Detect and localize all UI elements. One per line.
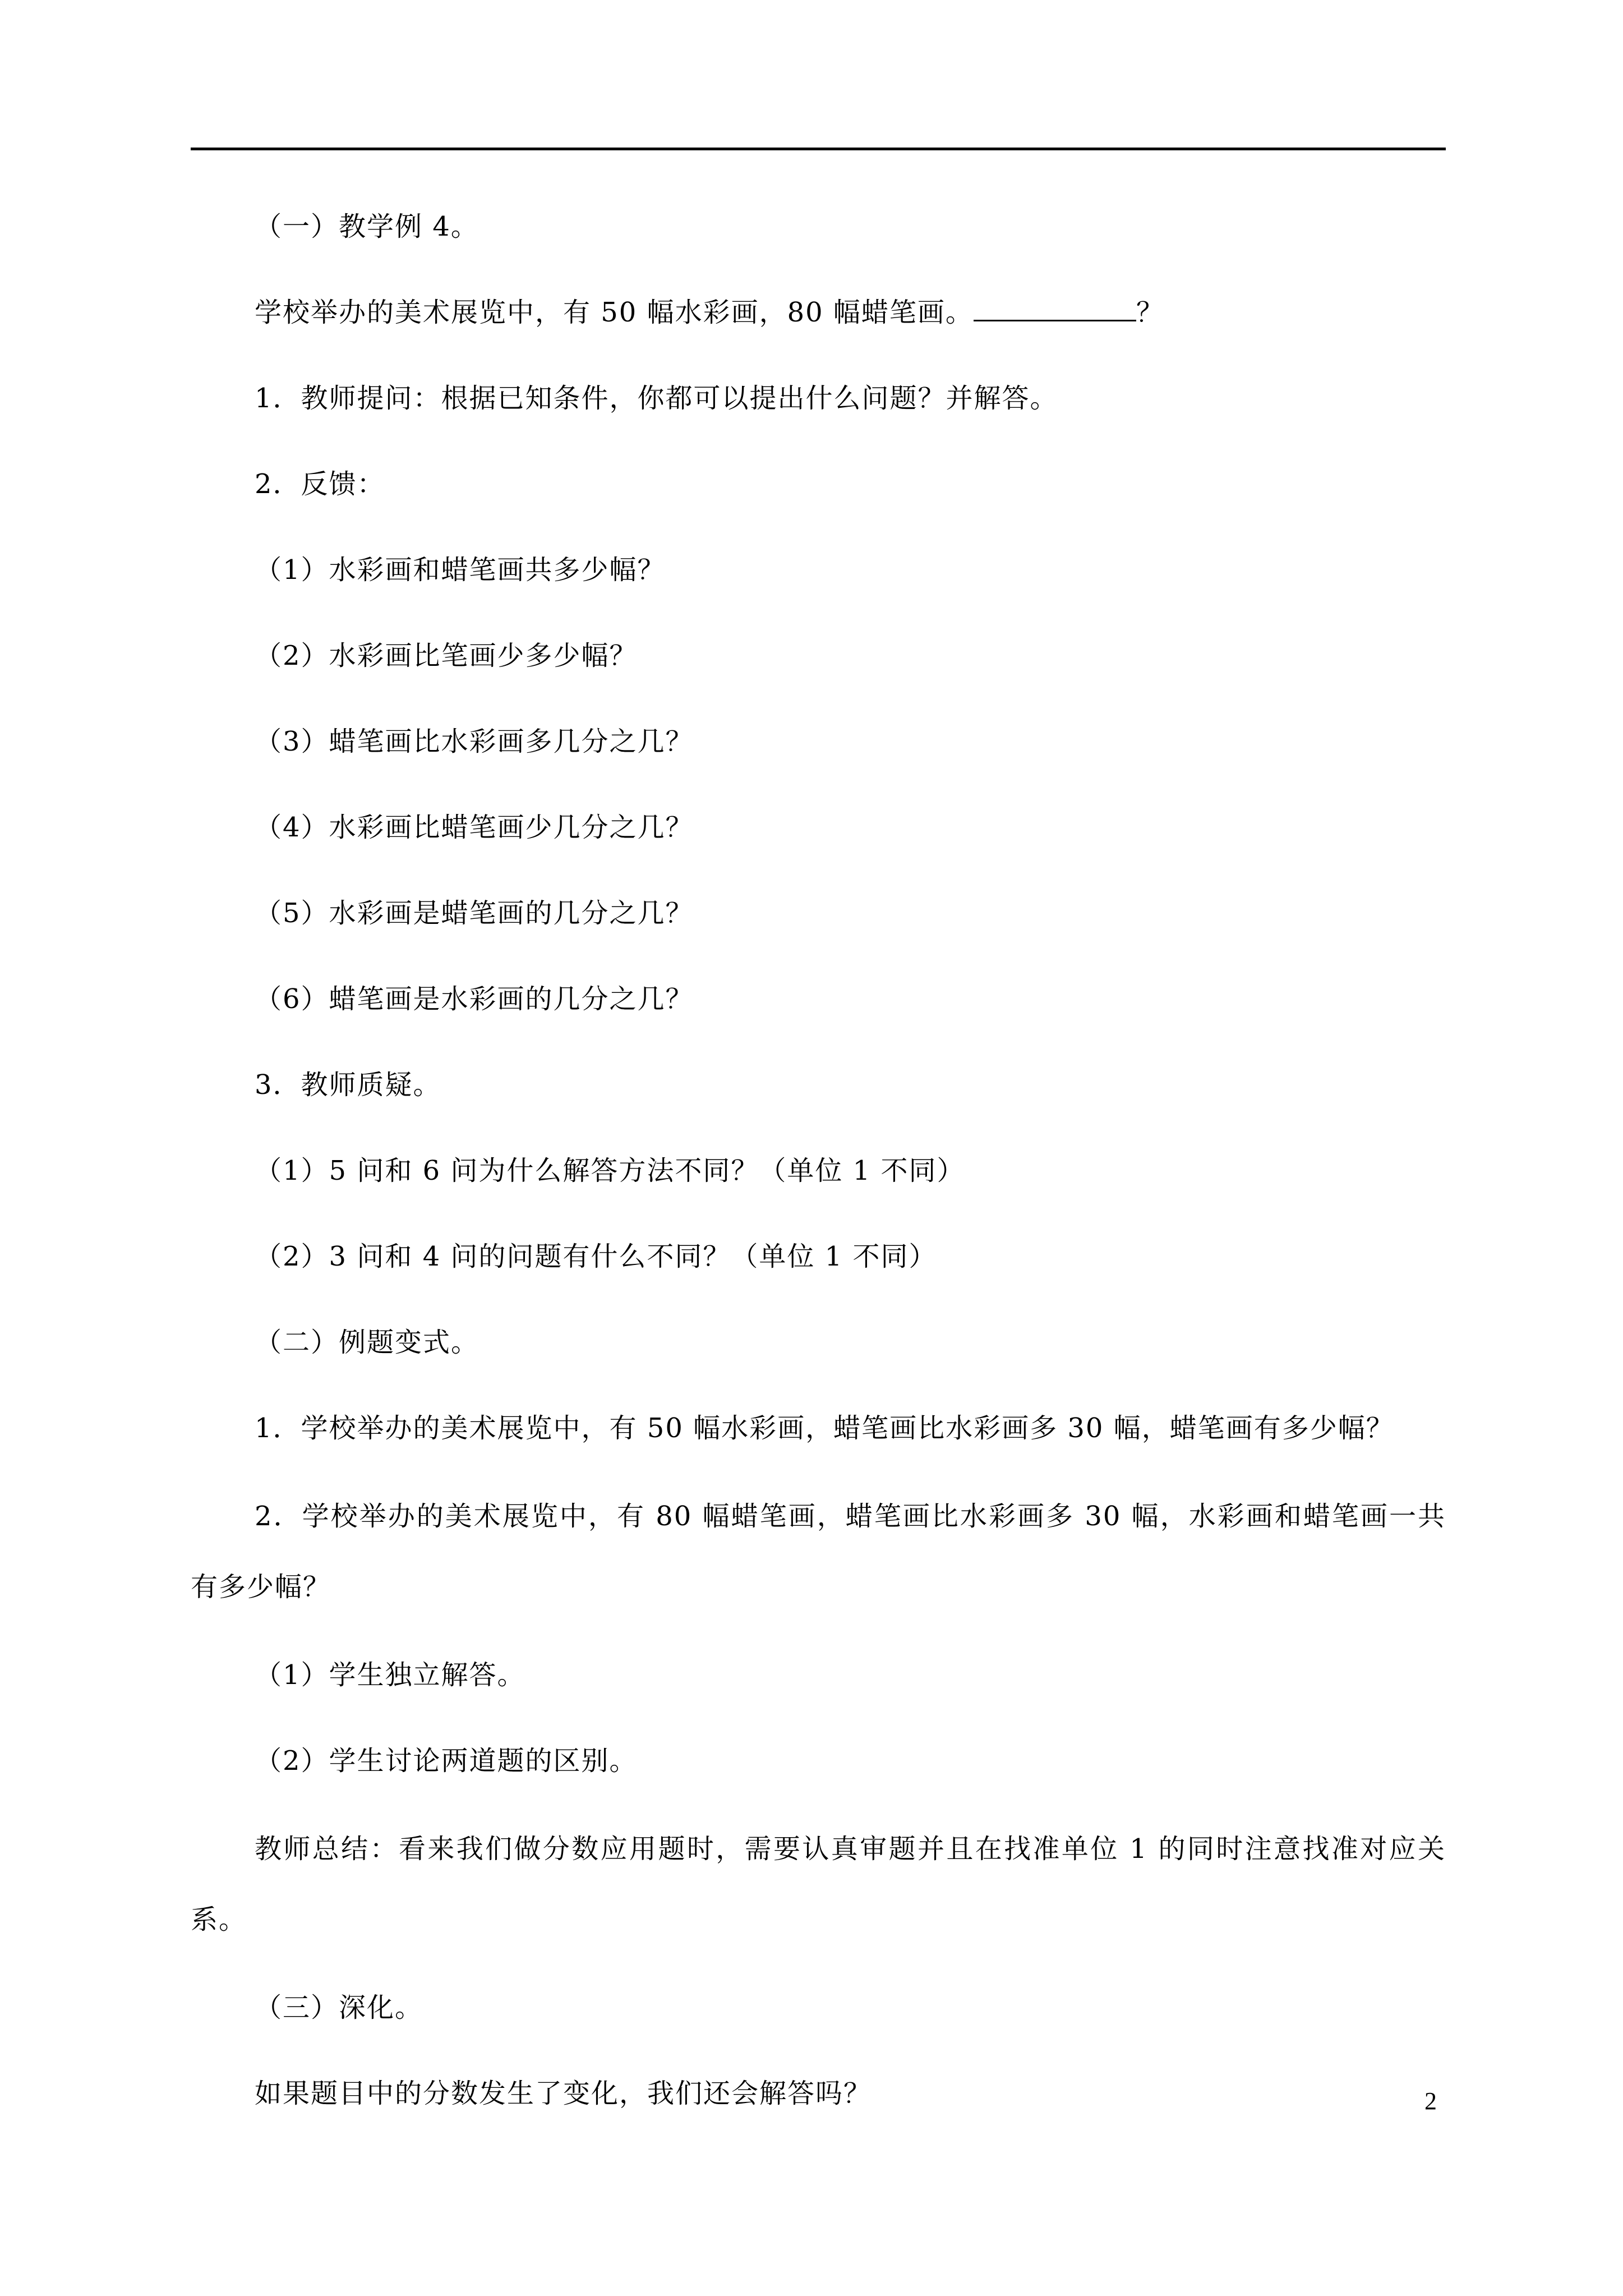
variation-step-2: （2）学生讨论两道题的区别。 — [255, 1745, 638, 1777]
deepen-question: 如果题目中的分数发生了变化，我们还会解答吗？ — [255, 2078, 872, 2109]
section-heading-deepen: （三）深化。 — [255, 1992, 423, 2023]
section-heading-example-4: （一）教学例 4。 — [255, 211, 479, 242]
feedback-item-1: （1）水彩画和蜡笔画共多少幅？ — [255, 554, 666, 586]
step-teacher-question: 1．教师提问：根据已知条件，你都可以提出什么问题？并解答。 — [255, 383, 1058, 414]
problem-statement — [191, 279, 1446, 346]
page-number: 2 — [1424, 2087, 1437, 2115]
variation-step-1: （1）学生独立解答。 — [255, 1659, 525, 1691]
document-body — [191, 194, 1446, 2146]
section-heading-variations: （二）例题变式。 — [255, 1327, 479, 1358]
feedback-item-5: （5）水彩画是蜡笔画的几分之几？ — [255, 898, 694, 929]
problem-statement-suffix: ？ — [1136, 297, 1164, 328]
feedback-item-2: （2）水彩画比笔画少多少幅？ — [255, 640, 638, 671]
problem-statement-text: 学校举办的美术展览中，有 50 幅水彩画，80 幅蜡笔画。 — [255, 297, 974, 328]
answer-blank — [974, 297, 1136, 321]
feedback-item-4: （4）水彩画比蜡笔画少几分之几？ — [255, 812, 694, 843]
step-feedback: 2．反馈： — [255, 468, 385, 500]
teacher-summary: 教师总结：看来我们做分数应用题时，需要认真审题并且在找准单位 1 的同时注意找准对应关系。 — [191, 1833, 1446, 1935]
feedback-item-3: （3）蜡笔画比水彩画多几分之几？ — [255, 726, 694, 757]
feedback-item-6: （6）蜡笔画是水彩画的几分之几？ — [255, 983, 694, 1015]
variation-problem-2: 2．学校举办的美术展览中，有 80 幅蜡笔画，蜡笔画比水彩画多 30 幅，水彩画和蜡笔画一共有多少幅？ — [191, 1501, 1446, 1603]
step-teacher-challenge: 3．教师质疑。 — [255, 1069, 441, 1101]
challenge-item-2: （2）3 问和 4 问的问题有什么不同？（单位 1 不同） — [255, 1241, 937, 1272]
challenge-item-1: （1）5 问和 6 问为什么解答方法不同？（单位 1 不同） — [255, 1155, 965, 1186]
variation-problem-1: 1．学校举办的美术展览中，有 50 幅水彩画，蜡笔画比水彩画多 30 幅，蜡笔画有多少幅？ — [255, 1412, 1394, 1444]
header-rule — [191, 148, 1446, 150]
